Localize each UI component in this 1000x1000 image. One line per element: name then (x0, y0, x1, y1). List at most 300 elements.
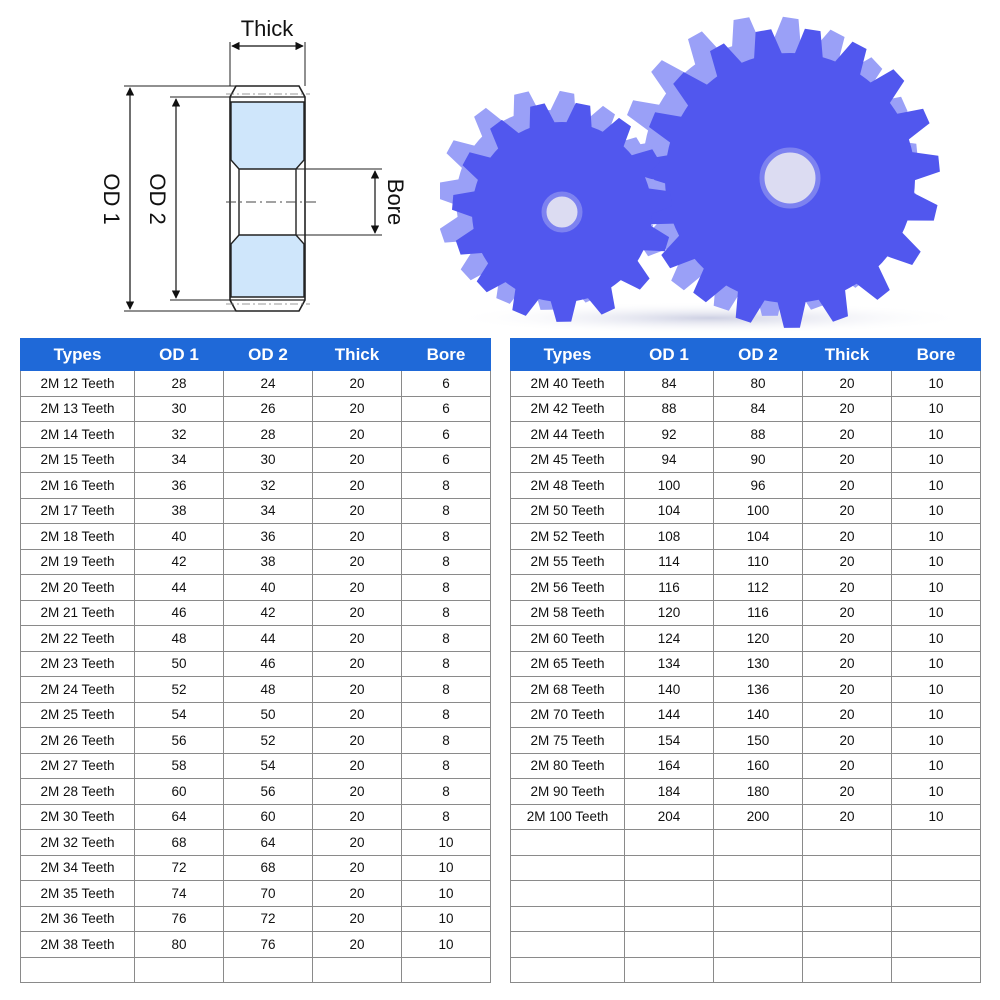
cell-thick (803, 932, 892, 958)
cell-od1: 84 (625, 371, 714, 397)
cell-od1: 60 (135, 779, 224, 805)
cell-type: 2M 45 Teeth (511, 447, 625, 473)
cell-bore: 8 (402, 473, 491, 499)
cell-od1: 124 (625, 626, 714, 652)
cell-od1: 144 (625, 702, 714, 728)
table-row (511, 753, 981, 779)
cell-type: 2M 42 Teeth (511, 396, 625, 422)
cell-type: 2M 28 Teeth (21, 779, 135, 805)
table-row (511, 371, 981, 397)
table-row (511, 906, 981, 932)
table-row (21, 422, 491, 448)
cell-thick: 20 (803, 524, 892, 550)
cell-od2 (714, 957, 803, 983)
cell-type: 2M 22 Teeth (21, 626, 135, 652)
cell-od2: 34 (224, 498, 313, 524)
cell-bore: 10 (892, 549, 981, 575)
cell-thick: 20 (313, 498, 402, 524)
cell-type: 2M 26 Teeth (21, 728, 135, 754)
cell-od1 (625, 881, 714, 907)
cell-type: 2M 32 Teeth (21, 830, 135, 856)
cell-bore: 8 (402, 498, 491, 524)
col-header-types: Types (21, 339, 135, 371)
table-row (21, 728, 491, 754)
cell-thick: 20 (313, 702, 402, 728)
table-row (511, 881, 981, 907)
cell-od2 (714, 830, 803, 856)
cell-thick: 20 (313, 626, 402, 652)
cell-type (511, 906, 625, 932)
cell-bore: 10 (892, 779, 981, 805)
cell-bore: 6 (402, 422, 491, 448)
cell-thick: 20 (313, 600, 402, 626)
cell-thick: 20 (313, 473, 402, 499)
gear-photo (440, 0, 1000, 335)
spec-table-left (20, 338, 491, 983)
cell-od1: 46 (135, 600, 224, 626)
cell-thick: 20 (803, 422, 892, 448)
table-row (21, 549, 491, 575)
table-row (21, 753, 491, 779)
cell-od1: 38 (135, 498, 224, 524)
cell-od2: 130 (714, 651, 803, 677)
cell-bore: 10 (892, 626, 981, 652)
cell-type: 2M 70 Teeth (511, 702, 625, 728)
cell-bore: 8 (402, 575, 491, 601)
table-row (511, 779, 981, 805)
cell-od2: 136 (714, 677, 803, 703)
cell-thick: 20 (313, 906, 402, 932)
cell-type: 2M 35 Teeth (21, 881, 135, 907)
cell-type: 2M 40 Teeth (511, 371, 625, 397)
cell-type: 2M 16 Teeth (21, 473, 135, 499)
table-row (511, 855, 981, 881)
cell-od2: 88 (714, 422, 803, 448)
cell-od1: 44 (135, 575, 224, 601)
cell-bore: 10 (402, 855, 491, 881)
table-row (21, 600, 491, 626)
col-header-bore: Bore (402, 339, 491, 371)
cell-thick: 20 (803, 779, 892, 805)
cell-od2 (224, 957, 313, 983)
cell-thick: 20 (313, 371, 402, 397)
cell-od1: 92 (625, 422, 714, 448)
cell-od2: 28 (224, 422, 313, 448)
table-row (21, 830, 491, 856)
cell-bore: 6 (402, 371, 491, 397)
cell-od1: 30 (135, 396, 224, 422)
cell-bore: 8 (402, 728, 491, 754)
cell-od2: 150 (714, 728, 803, 754)
cell-od1: 52 (135, 677, 224, 703)
cell-od2: 30 (224, 447, 313, 473)
cell-bore: 10 (402, 881, 491, 907)
cell-thick: 20 (803, 651, 892, 677)
cell-od2: 64 (224, 830, 313, 856)
cell-od2: 36 (224, 524, 313, 550)
cell-thick (313, 957, 402, 983)
col-header-od2: OD 2 (714, 339, 803, 371)
cell-bore: 10 (892, 396, 981, 422)
cell-bore: 10 (892, 677, 981, 703)
cell-bore: 10 (892, 422, 981, 448)
table-row (21, 957, 491, 983)
table-row (21, 804, 491, 830)
cell-type: 2M 15 Teeth (21, 447, 135, 473)
cell-bore: 10 (892, 728, 981, 754)
cell-type: 2M 13 Teeth (21, 396, 135, 422)
cell-thick: 20 (313, 728, 402, 754)
cell-od2: 72 (224, 906, 313, 932)
cell-od1: 204 (625, 804, 714, 830)
cell-thick (803, 830, 892, 856)
table-row (511, 473, 981, 499)
cell-bore (892, 881, 981, 907)
cell-bore: 8 (402, 524, 491, 550)
cell-type: 2M 100 Teeth (511, 804, 625, 830)
cell-thick: 20 (313, 447, 402, 473)
cell-od2: 68 (224, 855, 313, 881)
cell-od1 (135, 957, 224, 983)
table-row (21, 855, 491, 881)
cell-bore: 10 (892, 498, 981, 524)
cell-type: 2M 68 Teeth (511, 677, 625, 703)
cell-type: 2M 56 Teeth (511, 575, 625, 601)
cell-od2: 104 (714, 524, 803, 550)
cell-thick: 20 (803, 804, 892, 830)
cell-thick: 20 (803, 600, 892, 626)
cell-bore: 10 (892, 524, 981, 550)
cell-bore: 8 (402, 549, 491, 575)
cell-type: 2M 90 Teeth (511, 779, 625, 805)
table-row (21, 575, 491, 601)
cell-od1: 140 (625, 677, 714, 703)
cell-type: 2M 60 Teeth (511, 626, 625, 652)
cell-od1 (625, 830, 714, 856)
od1-label: OD 1 (99, 173, 124, 225)
gear-dimension-diagram (0, 0, 440, 330)
table-row (511, 702, 981, 728)
cell-bore: 8 (402, 753, 491, 779)
cell-thick: 20 (313, 804, 402, 830)
table-row (21, 473, 491, 499)
cell-bore: 8 (402, 626, 491, 652)
cell-od2: 140 (714, 702, 803, 728)
table-header-row (21, 339, 491, 371)
cell-thick: 20 (803, 702, 892, 728)
cell-od1: 108 (625, 524, 714, 550)
cell-od1: 32 (135, 422, 224, 448)
cell-bore: 6 (402, 447, 491, 473)
cell-od2: 50 (224, 702, 313, 728)
cell-bore: 10 (892, 447, 981, 473)
cell-od2: 52 (224, 728, 313, 754)
cell-bore (892, 932, 981, 958)
cell-bore: 10 (892, 702, 981, 728)
cell-type: 2M 14 Teeth (21, 422, 135, 448)
cell-od2: 116 (714, 600, 803, 626)
cell-thick: 20 (803, 473, 892, 499)
table-row (21, 498, 491, 524)
cell-type: 2M 36 Teeth (21, 906, 135, 932)
cell-bore (892, 855, 981, 881)
cell-od1: 56 (135, 728, 224, 754)
col-header-od1: OD 1 (135, 339, 224, 371)
cell-thick: 20 (803, 498, 892, 524)
cell-od1: 36 (135, 473, 224, 499)
cell-od1: 50 (135, 651, 224, 677)
cell-thick: 20 (313, 881, 402, 907)
cell-type: 2M 24 Teeth (21, 677, 135, 703)
cell-bore: 8 (402, 779, 491, 805)
cell-od1: 134 (625, 651, 714, 677)
cell-bore: 8 (402, 702, 491, 728)
cell-bore: 10 (892, 753, 981, 779)
cell-od2 (714, 855, 803, 881)
cell-od2: 26 (224, 396, 313, 422)
cell-od2: 38 (224, 549, 313, 575)
cell-bore: 10 (402, 906, 491, 932)
cell-thick: 20 (803, 371, 892, 397)
cell-bore: 10 (892, 651, 981, 677)
cell-bore: 8 (402, 600, 491, 626)
cell-od2: 54 (224, 753, 313, 779)
cell-thick: 20 (313, 779, 402, 805)
table-header-row (511, 339, 981, 371)
col-header-types: Types (511, 339, 625, 371)
table-row (21, 524, 491, 550)
cell-bore: 10 (892, 473, 981, 499)
cell-od1: 34 (135, 447, 224, 473)
cell-type: 2M 27 Teeth (21, 753, 135, 779)
cell-thick (803, 881, 892, 907)
table-row (511, 498, 981, 524)
table-row (511, 932, 981, 958)
cell-thick: 20 (313, 422, 402, 448)
cell-bore: 10 (402, 830, 491, 856)
cell-od1 (625, 932, 714, 958)
table-row (511, 677, 981, 703)
cell-od2: 46 (224, 651, 313, 677)
table-row (21, 906, 491, 932)
cell-thick: 20 (313, 651, 402, 677)
cell-bore: 6 (402, 396, 491, 422)
cell-type (511, 957, 625, 983)
spec-table-right (510, 338, 981, 983)
table-row (21, 447, 491, 473)
cell-od2: 200 (714, 804, 803, 830)
table-row (511, 957, 981, 983)
cell-type (511, 932, 625, 958)
cell-thick: 20 (803, 549, 892, 575)
cell-od1: 104 (625, 498, 714, 524)
cell-od2 (714, 932, 803, 958)
cell-bore: 8 (402, 804, 491, 830)
cell-type: 2M 75 Teeth (511, 728, 625, 754)
table-row (511, 728, 981, 754)
table-row (511, 626, 981, 652)
table-row (511, 524, 981, 550)
cell-od2: 80 (714, 371, 803, 397)
cell-od1: 76 (135, 906, 224, 932)
table-row (511, 575, 981, 601)
cell-type: 2M 30 Teeth (21, 804, 135, 830)
cell-od1 (625, 957, 714, 983)
cell-type: 2M 58 Teeth (511, 600, 625, 626)
cell-type: 2M 25 Teeth (21, 702, 135, 728)
cell-thick: 20 (803, 728, 892, 754)
table-row (21, 626, 491, 652)
cell-type (511, 830, 625, 856)
cell-od1: 164 (625, 753, 714, 779)
cell-od2: 160 (714, 753, 803, 779)
cell-bore: 10 (892, 600, 981, 626)
cell-od1 (625, 906, 714, 932)
gear-cross-section (226, 86, 318, 311)
table-row (21, 702, 491, 728)
cell-thick: 20 (313, 524, 402, 550)
table-row (511, 549, 981, 575)
cell-bore (892, 906, 981, 932)
cell-bore (892, 830, 981, 856)
col-header-od2: OD 2 (224, 339, 313, 371)
table-row (21, 396, 491, 422)
table-row (511, 447, 981, 473)
cell-type: 2M 55 Teeth (511, 549, 625, 575)
cell-thick: 20 (803, 753, 892, 779)
table-row (21, 371, 491, 397)
cell-thick: 20 (313, 549, 402, 575)
cell-type: 2M 52 Teeth (511, 524, 625, 550)
cell-thick: 20 (313, 830, 402, 856)
cell-thick: 20 (313, 932, 402, 958)
cell-thick (803, 957, 892, 983)
cell-type: 2M 20 Teeth (21, 575, 135, 601)
cell-od2: 48 (224, 677, 313, 703)
cell-bore (892, 957, 981, 983)
cell-od1: 48 (135, 626, 224, 652)
cell-bore: 8 (402, 677, 491, 703)
cell-bore: 10 (892, 371, 981, 397)
cell-type: 2M 34 Teeth (21, 855, 135, 881)
cell-od2: 70 (224, 881, 313, 907)
cell-thick: 20 (803, 396, 892, 422)
table-row (511, 396, 981, 422)
table-row (511, 422, 981, 448)
cell-thick: 20 (313, 753, 402, 779)
cell-od1: 184 (625, 779, 714, 805)
cell-bore: 10 (402, 932, 491, 958)
cell-od2: 56 (224, 779, 313, 805)
cell-od1: 154 (625, 728, 714, 754)
cell-od1: 80 (135, 932, 224, 958)
cell-type: 2M 38 Teeth (21, 932, 135, 958)
cell-od1: 40 (135, 524, 224, 550)
cell-type (21, 957, 135, 983)
table-row (21, 677, 491, 703)
cell-od2 (714, 881, 803, 907)
cell-od1: 42 (135, 549, 224, 575)
table-row (511, 651, 981, 677)
cell-thick: 20 (803, 626, 892, 652)
cell-bore (402, 957, 491, 983)
cell-thick: 20 (313, 575, 402, 601)
col-header-bore: Bore (892, 339, 981, 371)
cell-od2: 96 (714, 473, 803, 499)
cell-thick (803, 855, 892, 881)
cell-od1: 120 (625, 600, 714, 626)
cell-od2: 90 (714, 447, 803, 473)
thick-label: Thick (240, 16, 294, 41)
cell-thick: 20 (313, 396, 402, 422)
col-header-thick: Thick (803, 339, 892, 371)
cell-thick: 20 (803, 575, 892, 601)
table-row (21, 932, 491, 958)
cell-type: 2M 50 Teeth (511, 498, 625, 524)
cell-bore: 8 (402, 651, 491, 677)
cell-od1: 100 (625, 473, 714, 499)
cell-type: 2M 23 Teeth (21, 651, 135, 677)
cell-od2: 120 (714, 626, 803, 652)
cell-od1: 64 (135, 804, 224, 830)
cell-thick: 20 (313, 677, 402, 703)
cell-type: 2M 44 Teeth (511, 422, 625, 448)
cell-od1: 72 (135, 855, 224, 881)
cell-type: 2M 19 Teeth (21, 549, 135, 575)
cell-od1: 74 (135, 881, 224, 907)
cell-thick: 20 (313, 855, 402, 881)
cell-thick (803, 906, 892, 932)
cell-od2: 42 (224, 600, 313, 626)
table-row (21, 881, 491, 907)
cell-type (511, 855, 625, 881)
cell-od2: 110 (714, 549, 803, 575)
bore-label: Bore (383, 178, 408, 226)
cell-type (511, 881, 625, 907)
col-header-od1: OD 1 (625, 339, 714, 371)
table-row (511, 600, 981, 626)
cell-od2: 60 (224, 804, 313, 830)
col-header-thick: Thick (313, 339, 402, 371)
cell-od1: 94 (625, 447, 714, 473)
cell-type: 2M 21 Teeth (21, 600, 135, 626)
cell-od2: 24 (224, 371, 313, 397)
cell-type: 2M 80 Teeth (511, 753, 625, 779)
cell-od2: 84 (714, 396, 803, 422)
cell-od2 (714, 906, 803, 932)
cell-od1: 116 (625, 575, 714, 601)
cell-thick: 20 (803, 677, 892, 703)
cell-od2: 100 (714, 498, 803, 524)
cell-thick: 20 (803, 447, 892, 473)
cell-type: 2M 12 Teeth (21, 371, 135, 397)
cell-od1: 28 (135, 371, 224, 397)
cell-od2: 44 (224, 626, 313, 652)
cell-type: 2M 65 Teeth (511, 651, 625, 677)
cell-bore: 10 (892, 804, 981, 830)
cell-od1: 54 (135, 702, 224, 728)
cell-od1: 58 (135, 753, 224, 779)
cell-type: 2M 18 Teeth (21, 524, 135, 550)
cell-od1: 114 (625, 549, 714, 575)
cell-type: 2M 48 Teeth (511, 473, 625, 499)
cell-od2: 40 (224, 575, 313, 601)
cell-od1 (625, 855, 714, 881)
cell-od1: 88 (625, 396, 714, 422)
table-row (511, 830, 981, 856)
table-row (21, 651, 491, 677)
table-row (21, 779, 491, 805)
